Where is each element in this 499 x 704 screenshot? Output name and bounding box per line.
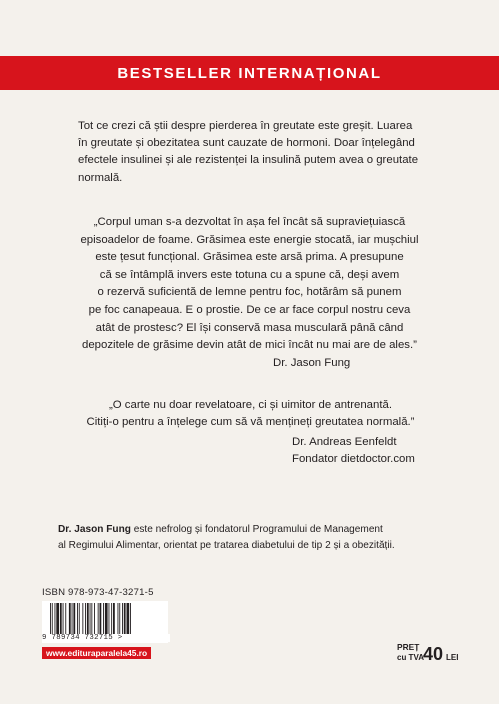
quote-line: o rezervă suficientă de lemne pentru foc, hotărâm să punem xyxy=(97,286,402,299)
publisher-website[interactable]: www.edituraparalela45.ro xyxy=(42,647,151,659)
quote-line: episoadelor de foame. Grăsimea este energie stocată, iar mușchiul xyxy=(80,233,419,246)
quote-line: atât de prostesc? El își conservă masa musculară până când xyxy=(95,321,404,334)
quote-eenfeldt xyxy=(58,397,443,432)
quote-eenfeldt-role: Fondator dietdoctor.com xyxy=(292,453,415,466)
quote-eenfeldt-author: Dr. Andreas Eenfeldt xyxy=(292,436,397,448)
price-vat-label: cu TVA xyxy=(397,653,424,662)
price-label: PREȚ xyxy=(397,642,420,652)
quote-line: că se întâmplă invers este totuna cu a spune că, deși avem xyxy=(99,268,400,281)
price-currency: LEI xyxy=(446,653,459,662)
quote-fung-author: Dr. Jason Fung xyxy=(273,357,351,369)
quote-line: este țesut funcțional. Grăsimea este arsă prima. A presupune xyxy=(95,251,404,264)
price-amount: 40 xyxy=(423,644,444,664)
bestseller-banner xyxy=(0,56,499,90)
isbn-label: ISBN 978-973-47-3271-5 xyxy=(42,587,154,598)
banner-text: BESTSELLER INTERNAȚIONAL xyxy=(117,64,382,82)
price-tag xyxy=(397,642,467,672)
intro-line: normală. xyxy=(78,171,123,184)
quote-line: „Corpul uman s-a dezvoltat în așa fel încât să supraviețuiască xyxy=(93,216,406,228)
barcode-digits: 9 789734 732715 > xyxy=(42,634,170,642)
author-name: Dr. Jason Fung xyxy=(58,524,131,535)
quote-line: pe foc canapeaua. E o prostie. De ce ar face corpul nostru ceva xyxy=(88,303,411,316)
quote-line: „O carte nu doar revelatoare, ci și uimitor de antrenantă. xyxy=(108,399,392,411)
intro-line: efectele insulinei și ale rezistenței la insulină putem avea o greutate xyxy=(78,154,419,167)
intro-line: în greutate și obezitatea sunt cauzate de hormoni. Doar înțelegând xyxy=(78,137,415,150)
author-bio xyxy=(58,522,448,555)
quote-line: Citiți-o pentru a înțelege cum să vă mențineți greutatea normală.” xyxy=(86,416,415,429)
bio-text: este nefrolog și fondatorul Programului de Management xyxy=(130,524,383,535)
bio-text: al Regimului Alimentar, orientat pe tratarea diabetului de tip 2 și a obezității. xyxy=(58,540,395,552)
quote-eenfeldt-attribution xyxy=(292,434,415,469)
intro-line: Tot ce crezi că știi despre pierderea în greutate este greșit. Luarea xyxy=(78,120,413,132)
quote-fung xyxy=(57,214,442,355)
quote-line: depozitele de grăsime devin atât de mici încât nu mai are de ales.” xyxy=(82,339,417,352)
intro-paragraph xyxy=(78,118,438,187)
